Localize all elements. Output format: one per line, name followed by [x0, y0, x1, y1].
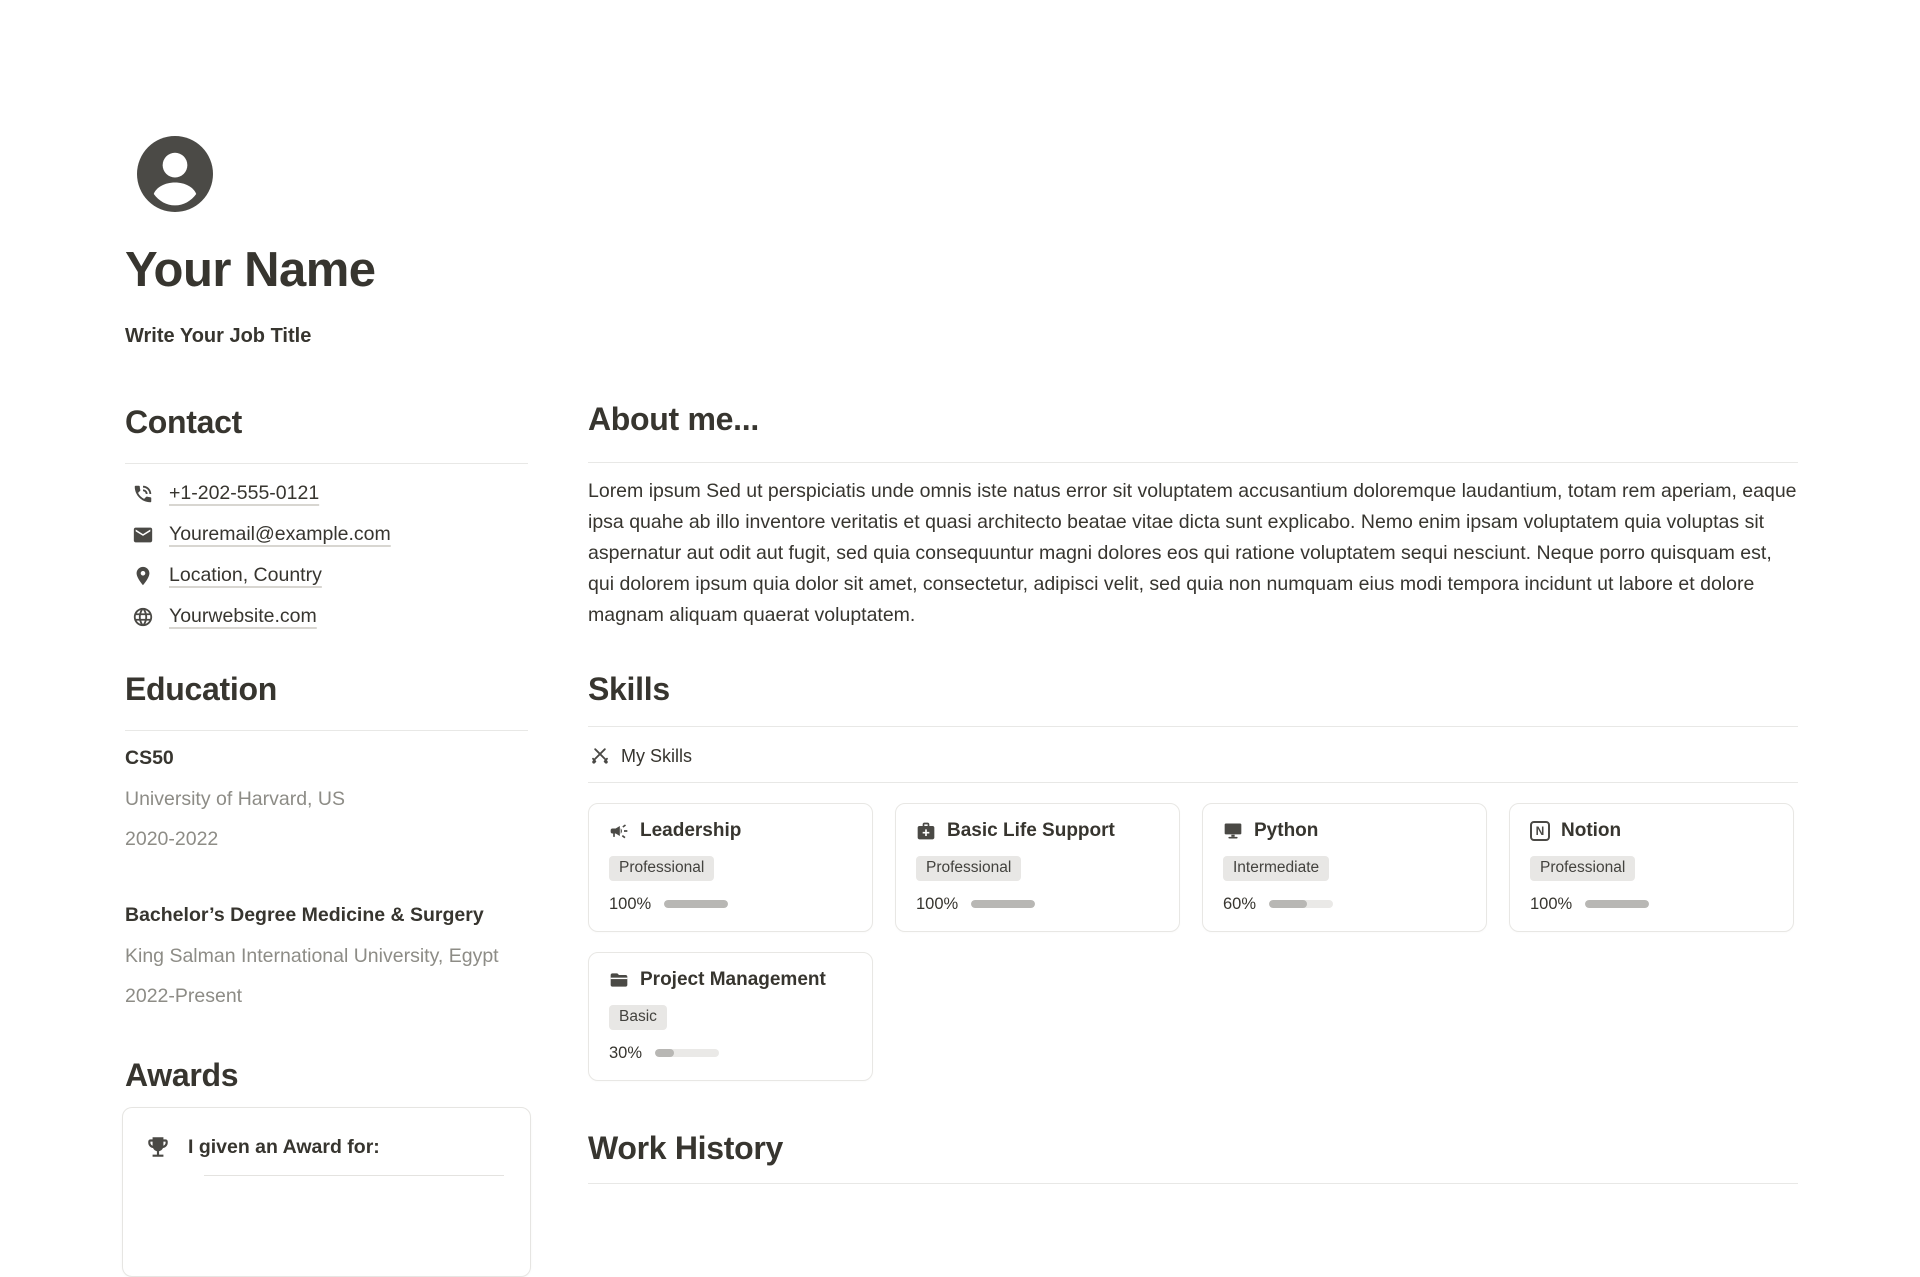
contact-heading: Contact [125, 404, 243, 441]
progress-bar [1269, 900, 1333, 908]
skill-percent: 100% [609, 894, 652, 913]
divider [588, 462, 1798, 463]
skill-progress-row [609, 894, 852, 914]
skills-grid [588, 803, 1798, 1081]
divider [588, 726, 1798, 727]
progress-bar [971, 900, 1035, 908]
skills-heading: Skills [588, 671, 670, 707]
phone-icon [132, 483, 154, 505]
contact-list [125, 480, 528, 630]
notion-icon: N [1530, 821, 1550, 841]
education-entry [125, 746, 528, 855]
skill-name: Project Management [640, 969, 826, 990]
page-title: Your Name [125, 243, 376, 297]
contact-row-email [125, 521, 528, 548]
contact-row-website [125, 603, 528, 630]
awards-heading: Awards [125, 1057, 239, 1094]
skill-name: Python [1254, 820, 1319, 841]
skill-level-badge: Basic [609, 1005, 667, 1030]
education-school: University of Harvard, US [125, 788, 345, 811]
monitor-icon [1223, 821, 1243, 841]
skill-title-row [916, 819, 1159, 843]
contact-row-phone [125, 480, 528, 507]
website-link[interactable]: Yourwebsite.com [169, 605, 317, 628]
divider [125, 463, 528, 464]
left-column [125, 136, 528, 1277]
crossed-swords-icon [590, 746, 610, 766]
skill-title-row [1223, 819, 1466, 843]
award-card[interactable] [122, 1107, 531, 1277]
skill-name: Notion [1561, 820, 1622, 841]
skill-title-row [1530, 819, 1773, 843]
about-heading: About me... [588, 401, 759, 437]
divider [588, 1183, 1798, 1184]
about-paragraph: Lorem ipsum Sed ut perspiciatis unde omnis iste natus error sit voluptatem accusantium doloremque laudantium, totam rem aperiam, eaque ipsa quahe ab illo inventore veritatis et quasi architecto beatae vitae dicta sunt explicabo. Nemo enim ipsam voluptatem quia voluptas sit aspernatur aut odit aut fugit, sed quia consequuntur magni dolores eos qui ratione voluptatem sequi nesciunt. Neque porro quisquam est, qui dolorem ipsum quia dolor sit amet, consectetur, adipisci velit, sed quia non numquam eius modi tempora incidunt ut labore et dolore magnam aliquam quaerat voluptatem. [588, 480, 1797, 626]
education-heading: Education [125, 671, 277, 708]
education-entry [125, 903, 528, 1012]
divider [588, 782, 1798, 783]
skill-progress-row [1223, 894, 1466, 914]
skill-card-basic-life-support[interactable] [895, 803, 1180, 932]
right-column [588, 400, 1798, 1184]
job-title: Write Your Job Title [125, 325, 312, 348]
work-history-heading: Work History [588, 1130, 783, 1166]
skill-level-badge: Professional [916, 856, 1021, 881]
skill-progress-row [916, 894, 1159, 914]
skill-card-project-management[interactable] [588, 952, 873, 1081]
education-years: 2022-Present [125, 985, 243, 1008]
skill-level-badge: Professional [609, 856, 714, 881]
skill-card-python[interactable] [1202, 803, 1487, 932]
person-avatar-icon[interactable] [137, 136, 213, 212]
progress-bar [655, 1049, 719, 1057]
skill-percent: 60% [1223, 894, 1257, 913]
skill-percent: 100% [1530, 894, 1573, 913]
education-school: King Salman International University, Egypt [125, 945, 499, 968]
trophy-icon [145, 1134, 171, 1160]
folder-icon [609, 970, 629, 990]
skill-card-leadership[interactable] [588, 803, 873, 932]
email-icon [132, 524, 154, 546]
award-input-line[interactable] [204, 1175, 504, 1176]
location-link[interactable]: Location, Country [169, 564, 322, 587]
skill-percent: 30% [609, 1043, 643, 1062]
award-label: I given an Award for: [188, 1135, 380, 1158]
skill-title-row [609, 968, 852, 992]
skill-level-badge: Professional [1530, 856, 1635, 881]
skills-group-label: My Skills [621, 745, 692, 766]
divider [125, 730, 528, 731]
skill-title-row [609, 819, 852, 843]
phone-link[interactable]: +1-202-555-0121 [169, 482, 320, 505]
award-title-row [145, 1134, 508, 1160]
skill-progress-row [609, 1043, 852, 1063]
contact-row-location [125, 562, 528, 589]
skill-percent: 100% [916, 894, 959, 913]
skill-card-notion[interactable] [1509, 803, 1794, 932]
progress-bar [664, 900, 728, 908]
education-degree: Bachelor’s Degree Medicine & Surgery [125, 904, 484, 927]
location-icon [132, 565, 154, 587]
globe-icon [132, 606, 154, 628]
email-link[interactable]: Youremail@example.com [169, 523, 391, 546]
skill-name: Leadership [640, 820, 742, 841]
skill-name: Basic Life Support [947, 820, 1115, 841]
education-degree: CS50 [125, 747, 174, 770]
progress-bar [1585, 900, 1649, 908]
megaphone-icon [609, 821, 629, 841]
skill-progress-row [1530, 894, 1773, 914]
education-years: 2020-2022 [125, 828, 219, 851]
skills-group-header[interactable] [588, 744, 1798, 768]
first-aid-kit-icon [916, 821, 936, 841]
skill-level-badge: Intermediate [1223, 856, 1329, 881]
